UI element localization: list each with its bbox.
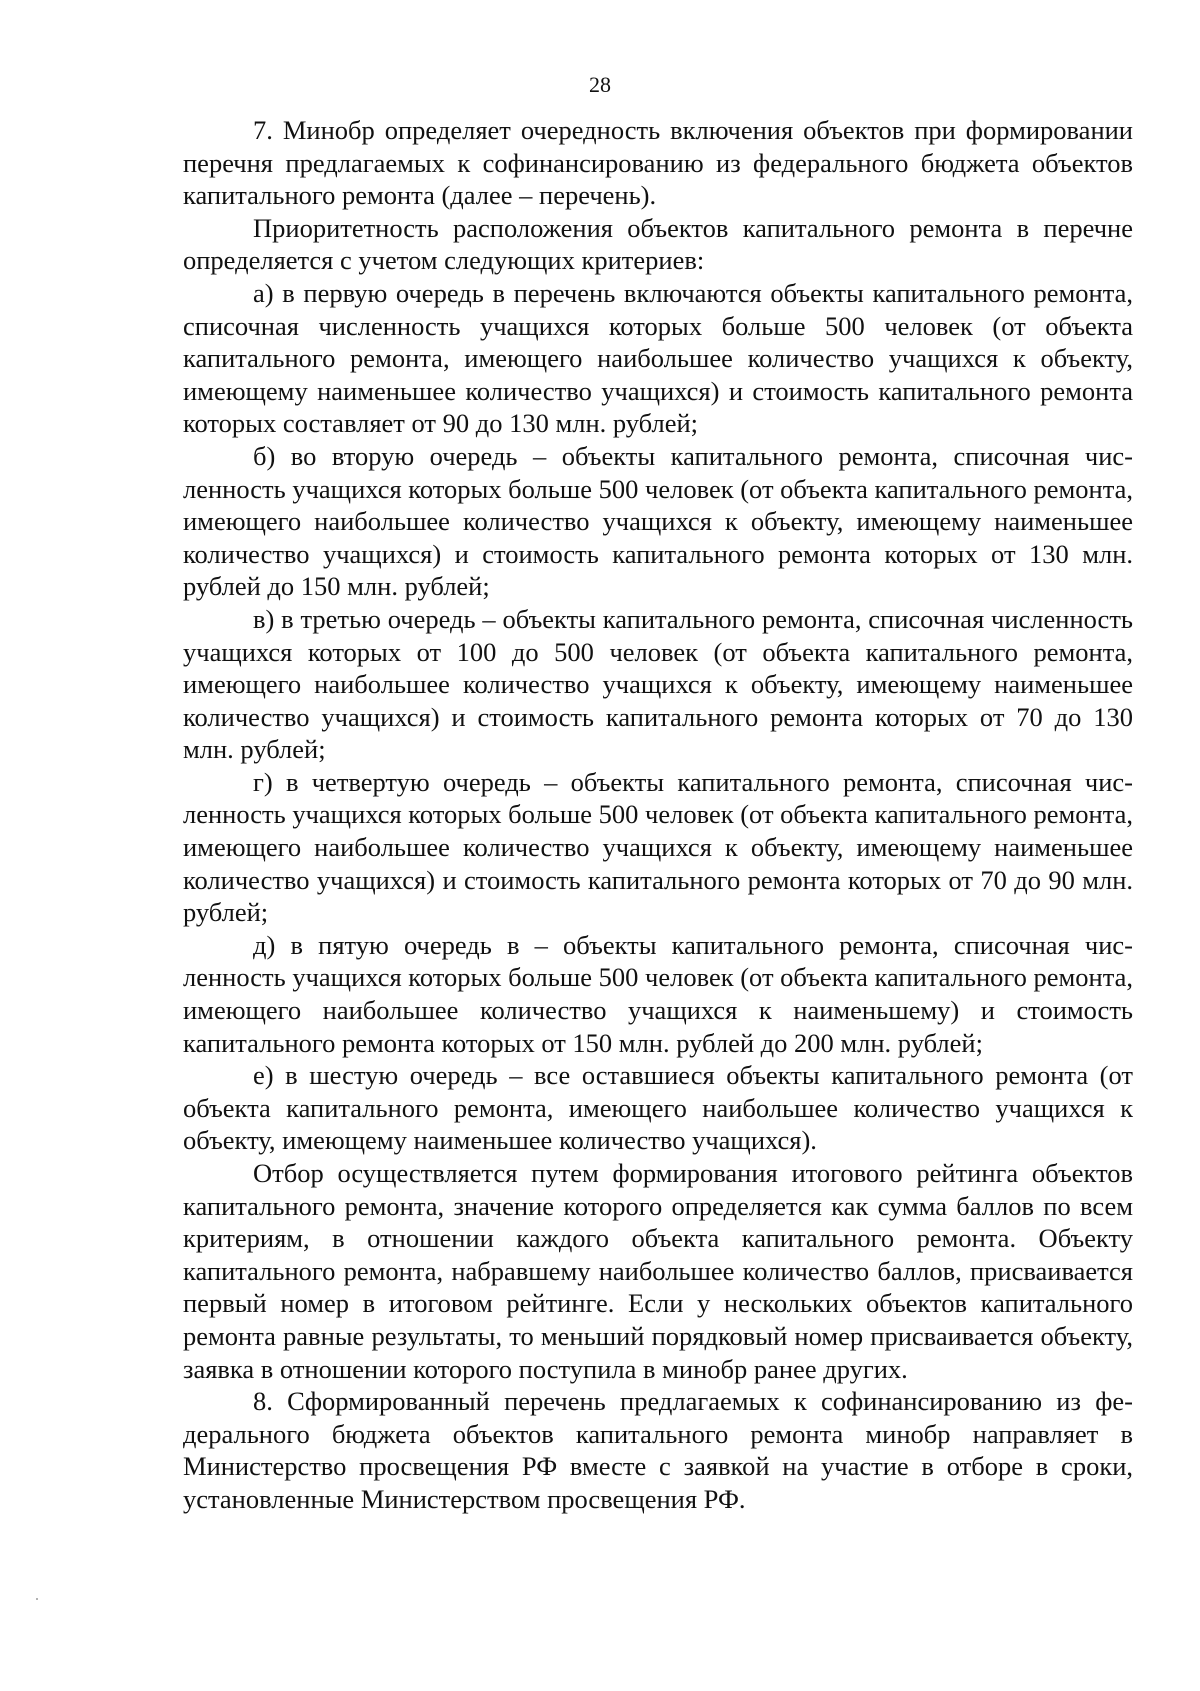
page-number: 28 [589, 72, 611, 97]
paragraph-item-8: 8. Сформированный перечень предлагаемых к софинансированию из федерального бюджета объектов капитального ремонта минобр направляет в Министерство просвещения РФ вместе с заявкой на участие в отборе в сроки, установленные Министерством просвещения РФ. [183, 1386, 1133, 1514]
paragraph-priority-intro: Приоритетность расположения объектов капитального ремонта в перечне определяется с учетом следующих критериев: [183, 212, 1133, 276]
paragraph-criterion-b: б) во вторую очередь – объекты капитального ремонта, списочная численность учащихся которых больше 500 человек (от объекта капитального ремонта, имеющего наибольшее количество учащихся к объекту, имеющему наименьшее количество учащихся) и стоимость капитального ремонта которых от 130 млн. рублей до 150 млн. рублей; [183, 440, 1133, 602]
paragraph-criterion-e: е) в шестую очередь – все оставшиеся объекты капитального ремонта (от объекта капитального ремонта, имеющего наибольшее количество учащихся к объекту, имеющему наименьшее количество учащихся). [183, 1060, 1133, 1156]
scan-speck [36, 1598, 38, 1600]
paragraph-criterion-v: в) в третью очередь – объекты капитального ремонта, списочная численность учащихся которых от 100 до 500 человек (от объекта капитального ремонта, имеющего наибольшее количество учащихся к объекту, имеющему наименьшее количество учащихся) и стоимость капитального ремонта которых от 70 до 130 млн. рублей; [183, 603, 1133, 765]
paragraph-selection-rating: Отбор осуществляется путем формирования итогового рейтинга объектов капитального ремонта, значение которого определяется как сумма баллов по всем критериям, в отношении каждого объекта капитального ремонта. Объекту капитального ремонта, набравшему наибольшее количество баллов, присваивается первый номер в итоговом рейтинге. Если у нескольких объектов капитального ремонта равные результаты, то меньший порядковый номер присваивается объекту, заявка в отношении которого поступила в минобр ранее других. [183, 1158, 1133, 1384]
document-body [183, 114, 1133, 1516]
paragraph-criterion-a: а) в первую очередь в перечень включаются объекты капитального ремонта, списочная численность учащихся которых больше 500 человек (от объекта капитального ремонта, имеющего наибольшее количество учащихся к объекту, имеющему наименьшее количество учащихся) и стоимость капитального ремонта которых составляет от 90 до 130 млн. рублей; [183, 277, 1133, 439]
paragraph-criterion-d: д) в пятую очередь в – объекты капитального ремонта, списочная численность учащихся которых больше 500 человек (от объекта капитального ремонта, имеющего наибольшее количество учащихся к наименьшему) и стоимость капитального ремонта которых от 150 млн. рублей до 200 млн. рублей; [183, 929, 1133, 1058]
paragraph-criterion-g: г) в четвертую очередь – объекты капитального ремонта, списочная численность учащихся которых больше 500 человек (от объекта капитального ремонта, имеющего наибольшее количество учащихся к объекту, имеющему наименьшее количество учащихся) и стоимость капитального ремонта которых от 70 до 90 млн. рублей; [183, 766, 1133, 928]
paragraph-item-7: 7. Минобр определяет очередность включения объектов при формировании перечня предлагаемых к софинансированию из федерального бюджета объектов капитального ремонта (далее – перечень). [183, 115, 1133, 211]
